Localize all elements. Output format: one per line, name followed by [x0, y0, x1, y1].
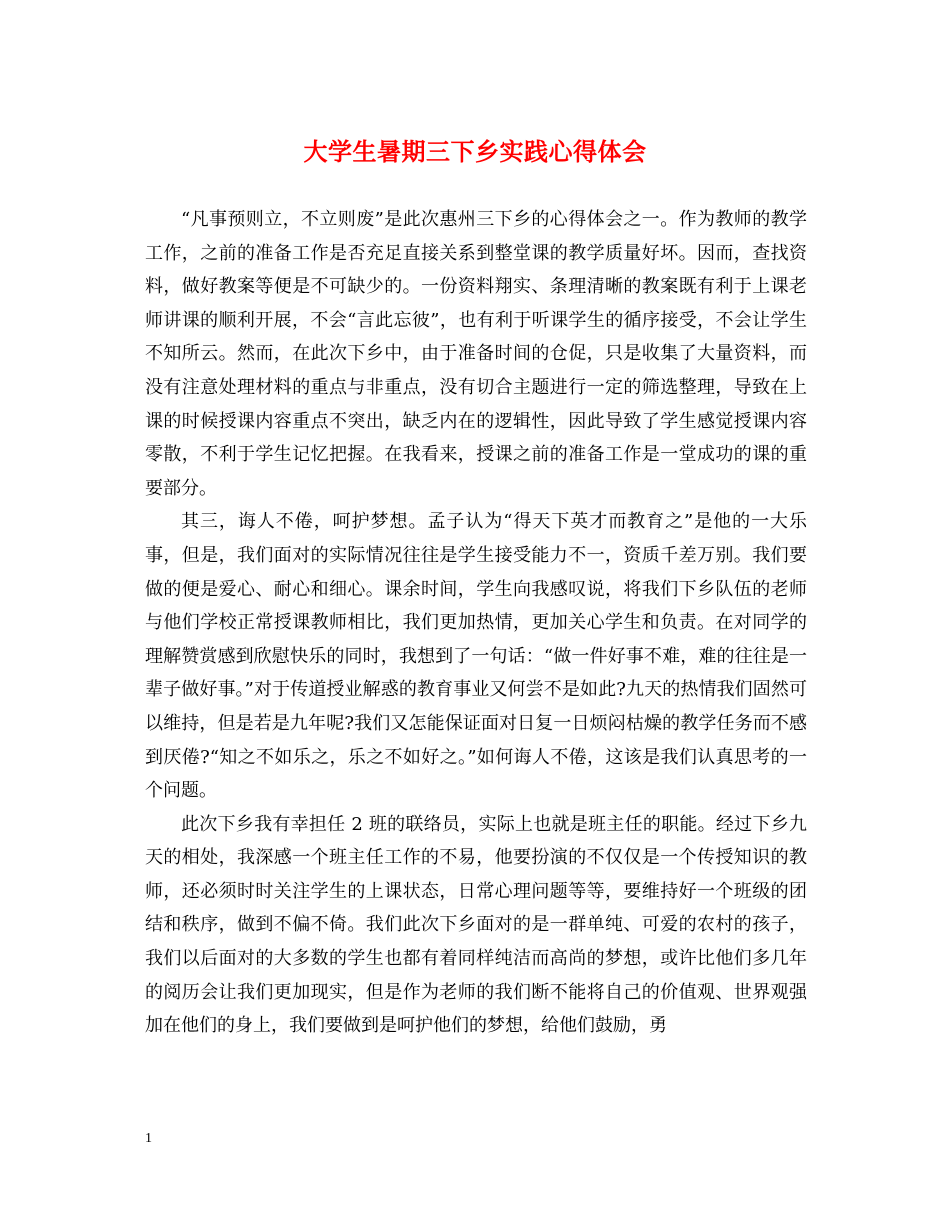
document-title: 大学生暑期三下乡实践心得体会: [303, 137, 647, 166]
paragraph-3: 此次下乡我有幸担任 2 班的联络员，实际上也就是班主任的职能。经过下乡九天的相处，我深感一个班主任工作的不易，他要扮演的不仅仅是一个传授知识的教师，还必须时时关注学生的上课状态，日常心理问题等等，要维持好一个班级的团结和秩序，做到不偏不倚。我们此次下乡面对的是一群单纯、可爱的农村的孩子，我们以后面对的大多数的学生也都有着同样纯洁而高尚的梦想，或许比他们多几年的阅历会让我们更加现实，但是作为老师的我们断不能将自己的价值观、世界观强加在他们的身上，我们要做到是呵护他们的梦想，给他们鼓励，勇: [145, 813, 807, 1037]
paragraph-2: 其三，诲人不倦，呵护梦想。孟子认为“得天下英才而教育之”是他的一大乐事，但是，我们面对的实际情况往往是学生接受能力不一，资质千差万别。我们要做的便是爱心、耐心和细心。课余时间，学生向我感叹说，将我们下乡队伍的老师与他们学校正常授课教师相比，我们更加热情，更加关心学生和负责。在对同学的理解赞赏感到欣慰快乐的同时，我想到了一句话：“做一件好事不难，难的往往是一辈子做好事。”对于传道授业解惑的教育事业又何尝不是如此?九天的热情我们固然可以维持，但是若是九年呢?我们又怎能保证面对日复一日烦闷枯燥的教学任务而不感到厌倦?“知之不如乐之，乐之不如好之。”如何诲人不倦，这该是我们认真思考的一个问题。: [145, 511, 807, 802]
paragraph-1: “凡事预则立，不立则废”是此次惠州三下乡的心得体会之一。作为教师的教学工作，之前的准备工作是否充足直接关系到整堂课的教学质量好坏。因而，查找资料，做好教案等便是不可缺少的。一份资料翔实、条理清晰的教案既有利于上课老师讲课的顺利开展，不会“言此忘彼”，也有利于听课学生的循序接受，不会让学生不知所云。然而，在此次下乡中，由于准备时间的仓促，只是收集了大量资料，而没有注意处理材料的重点与非重点，没有切合主题进行一定的筛选整理，导致在上课的时候授课内容重点不突出，缺乏内在的逻辑性，因此导致了学生感觉授课内容零散，不利于学生记忆把握。在我看来，授课之前的准备工作是一堂成功的课的重要部分。: [145, 209, 807, 499]
document-body: [145, 203, 807, 1043]
page-number: 1: [145, 1131, 152, 1146]
